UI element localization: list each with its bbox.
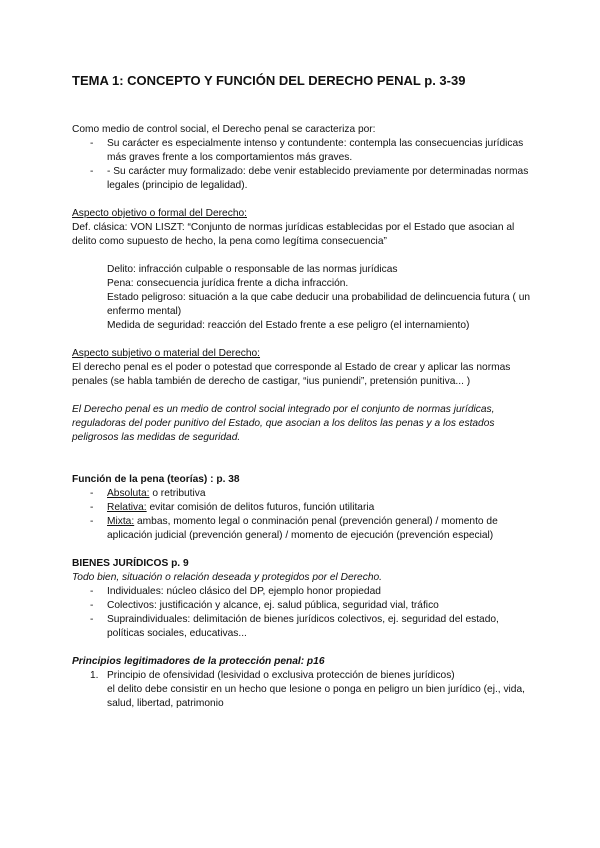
- dash-bullet: -: [90, 502, 94, 513]
- bienes-list: [72, 585, 532, 641]
- term-estado-peligroso: Estado peligroso: situación a la que cabe deducir una probabilidad de delincuencia futura ( un enfermo mental): [107, 292, 531, 317]
- term-delito: Delito: infracción culpable o responsable de las normas jurídicas: [107, 264, 398, 275]
- objetivo-heading: Aspecto objetivo o formal del Derecho:: [72, 208, 247, 219]
- principio-title: Principio de ofensividad (lesividad o exclusiva protección de bienes jurídicos): [107, 670, 455, 681]
- item-number: 1.: [90, 670, 99, 681]
- list-item: - Relativa: evitar comisión de delitos futuros, función utilitaria: [90, 502, 375, 513]
- principio-text: el delito debe consistir en un hecho que lesione o ponga en peligro un bien jurídico (ej., vida, salud, libertad, patrimonio: [107, 684, 525, 709]
- dash-bullet: -: [90, 488, 94, 499]
- list-item: - Supraindividuales: delimitación de bienes jurídicos colectivos, ej. seguridad del estado, políticas sociales, educativas...: [90, 614, 499, 639]
- subjetivo-heading: Aspecto subjetivo o material del Derecho:: [72, 348, 261, 359]
- list-item: - Mixta: ambas, momento legal o conminación penal (prevención general) / momento de aplicación judicial (prevención general) / momento de ejecución (prevención especial): [90, 516, 498, 541]
- dash-bullet: -: [90, 138, 94, 149]
- page-title: TEMA 1: CONCEPTO Y FUNCIÓN DEL DERECHO PENAL p. 3-39: [72, 73, 466, 88]
- subjetivo-text: El derecho penal es el poder o potestad que corresponde al Estado de crear y aplicar las normas penales (se habla también de derecho de castigar, “ius puniendi”, pretensión punitiva... ): [72, 362, 511, 387]
- list-item: - Individuales: núcleo clásico del DP, ejemplo honor propiedad: [90, 586, 381, 597]
- intro-lead: Como medio de control social, el Derecho penal se caracteriza por:: [72, 124, 376, 135]
- objetivo-definition: Def. clásica: VON LISZT: “Conjunto de normas jurídicas establecidas por el Estado que asocian al delito como supuesto de hecho, la pena como legítima consecuencia”: [72, 222, 515, 247]
- bienes-heading: BIENES JURÍDICOS p. 9: [72, 558, 189, 569]
- term-medida-seguridad: Medida de seguridad: reacción del Estado frente a ese peligro (el internamiento): [107, 320, 470, 331]
- document-body: [72, 72, 532, 711]
- intro-list: [72, 137, 532, 193]
- definition-italic: El Derecho penal es un medio de control social integrado por el conjunto de normas jurídicas, reguladoras del poder punitivo del Estado, que asocian a los delitos las penas y a los estados peligrosos las medidas de seguridad.: [72, 404, 495, 443]
- funcion-pena-heading: Función de la pena (teorías) : p. 38: [72, 474, 240, 485]
- list-item: - Absoluta: o retributiva: [90, 488, 206, 499]
- dash-bullet: -: [90, 516, 94, 527]
- list-item: - Su carácter es especialmente intenso y contundente: contempla las consecuencias jurídicas más graves frente a los comportamientos más graves.: [90, 138, 524, 163]
- list-item: [72, 669, 532, 711]
- objetivo-terms: [72, 263, 532, 333]
- dash-bullet: -: [90, 600, 94, 611]
- principios-list: [72, 669, 532, 711]
- list-item: - Colectivos: justificación y alcance, ej. salud pública, seguridad vial, tráfico: [90, 600, 439, 611]
- bienes-subtitle: Todo bien, situación o relación deseada y protegidos por el Derecho.: [72, 572, 382, 583]
- list-item: - - Su carácter muy formalizado: debe venir establecido previamente por determinadas normas legales (principio de legalidad).: [90, 166, 529, 191]
- dash-bullet: -: [90, 166, 94, 177]
- principios-heading: Principios legitimadores de la protección penal: p16: [72, 656, 325, 667]
- term-pena: Pena: consecuencia jurídica frente a dicha infracción.: [107, 278, 349, 289]
- dash-bullet: -: [90, 614, 94, 625]
- dash-bullet: -: [90, 586, 94, 597]
- funcion-pena-list: [72, 487, 532, 543]
